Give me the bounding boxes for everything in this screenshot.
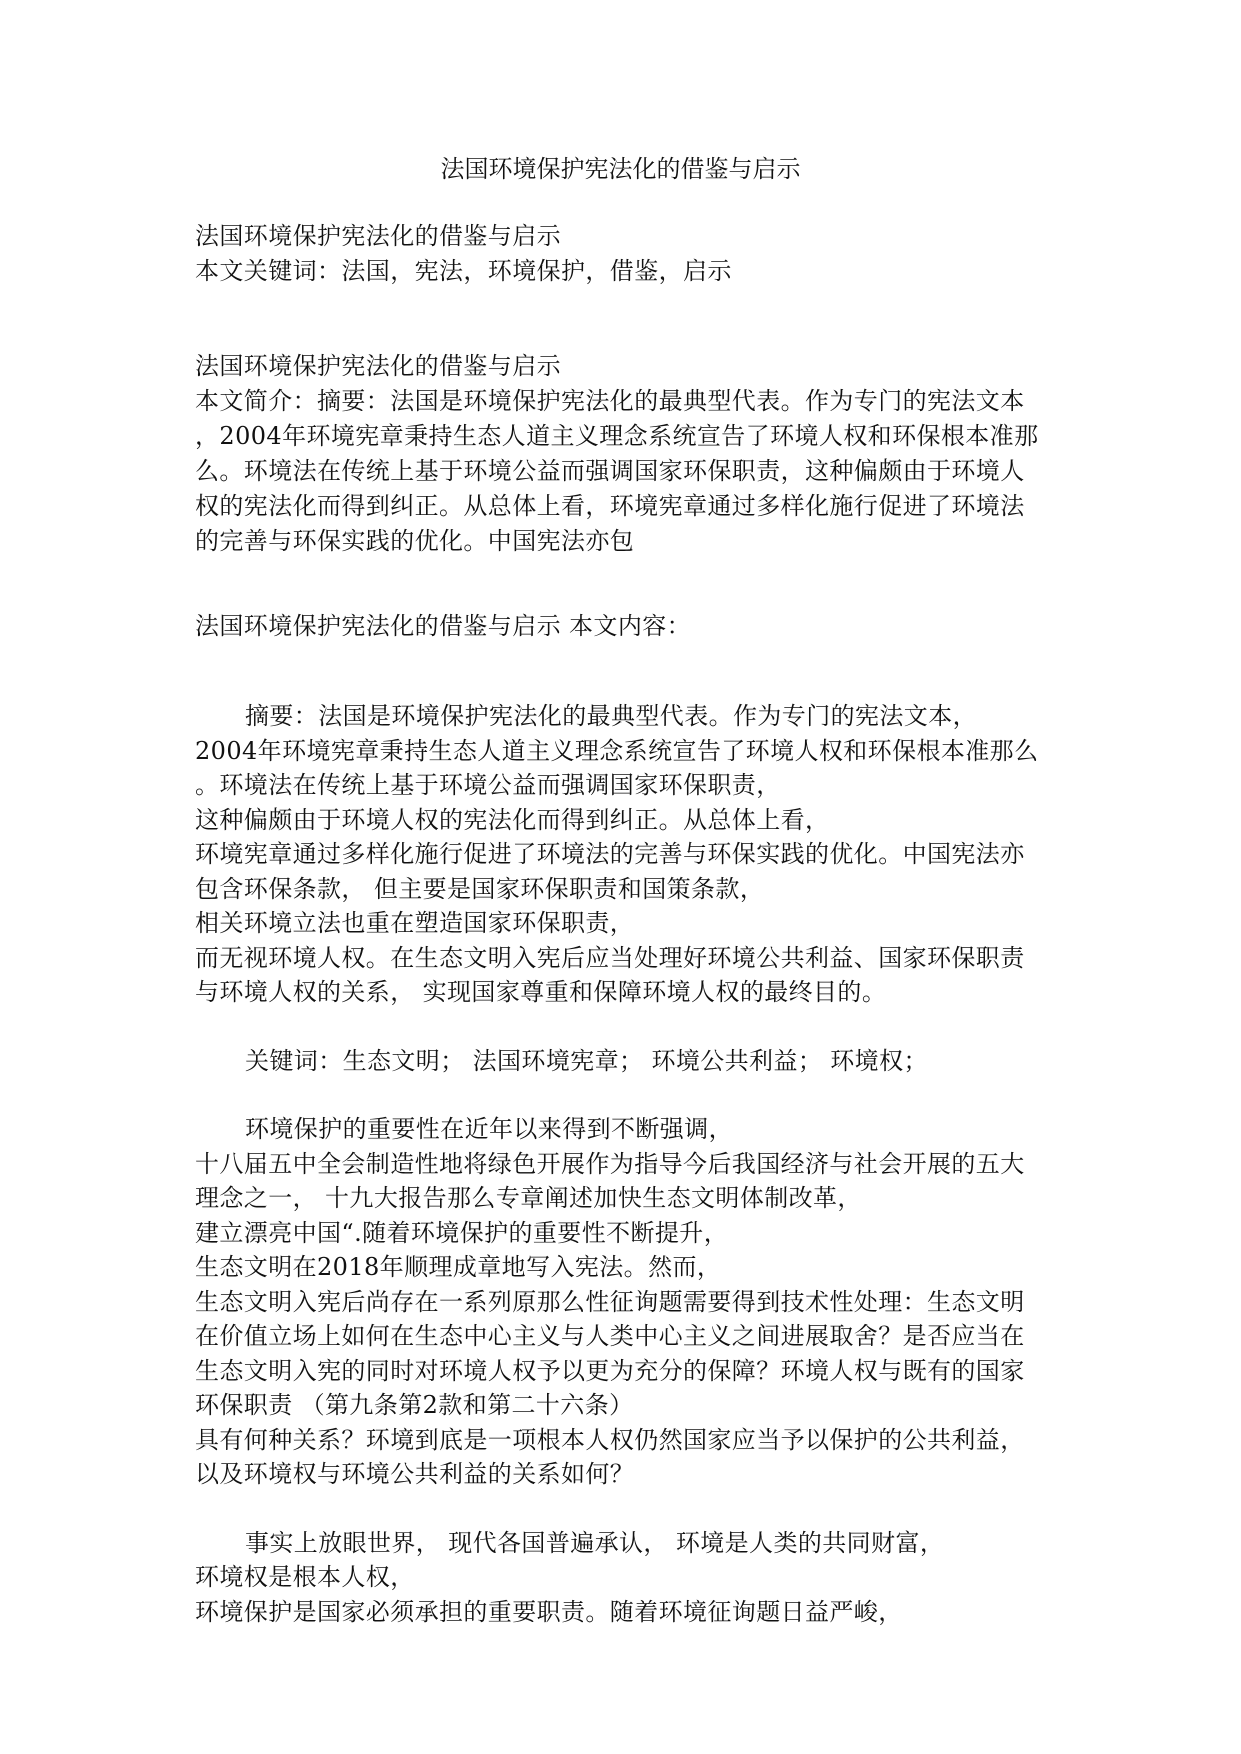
paragraph-line: 十八届五中全会制造性地将绿色开展作为指导今后我国经济与社会开展的五大 — [195, 1149, 1025, 1178]
paragraph-line: 这种偏颇由于环境人权的宪法化而得到纠正。从总体上看， — [195, 805, 830, 834]
document-title: 法国环境保护宪法化的借鉴与启示 — [440, 155, 801, 183]
body-paragraph-3 — [195, 1526, 1055, 1630]
paragraph-line: 。环境法在传统上基于环境公益而强调国家环保职责， — [195, 771, 781, 799]
intro-line: 权的宪法化而得到纠正。从总体上看，环境宪章通过多样化施行促进了环境法 — [195, 492, 1025, 520]
intro-section — [195, 349, 1055, 559]
paragraph-line: 2004年环境宪章秉持生态人道主义理念系统宣告了环境人权和环保根本准那么 — [195, 736, 1039, 765]
paragraph-line: 具有何种关系？环境到底是一项根本人权仍然国家应当予以保护的公共利益， — [195, 1425, 1025, 1454]
intro-line: ，2004年环境宪章秉持生态人道主义理念系统宣告了环境人权和环保根本准那 — [195, 422, 1039, 450]
intro-title-line: 法国环境保护宪法化的借鉴与启示 — [195, 352, 561, 380]
body-paragraph-2 — [195, 1112, 1055, 1492]
content-heading-block — [195, 609, 1055, 644]
keywords-paragraph — [195, 1044, 1055, 1079]
paragraph-line: 环境权是根本人权， — [195, 1563, 415, 1591]
paragraph-gap — [195, 1078, 1055, 1112]
paragraph-line: 包含环保条款， 但主要是国家环保职责和国策条款， — [195, 874, 765, 903]
paragraph-line: 摘要：法国是环境保护宪法化的最典型代表。作为专门的宪法文本， — [245, 702, 977, 730]
paragraph-line: 环境宪章通过多样化施行促进了环境法的完善与环保实践的优化。中国宪法亦 — [195, 840, 1025, 868]
paragraph-line: 理念之一， 十九大报告那么专章阐述加快生态文明体制改革， — [195, 1184, 862, 1212]
paragraph-line: 事实上放眼世界， 现代各国普遍承认， 环境是人类的共同财富， — [245, 1528, 945, 1557]
paragraph-line: 环境保护的重要性在近年以来得到不断强调， — [245, 1115, 733, 1143]
header-section — [195, 219, 1055, 289]
paragraph-line: 与环境人权的关系， 实现国家尊重和保障环境人权的最终目的。 — [195, 978, 887, 1006]
intro-line: 么。环境法在传统上基于环境公益而强调国家环保职责，这种偏颇由于环境人 — [195, 457, 1025, 485]
paragraph-line: 关键词：生态文明； 法国环境宪章； 环境公共利益； 环境权； — [245, 1046, 928, 1075]
paragraph-line: 在价值立场上如何在生态中心主义与人类中心主义之间进展取舍？是否应当在 — [195, 1322, 1025, 1350]
header-title-line: 法国环境保护宪法化的借鉴与启示 — [195, 222, 561, 250]
intro-line: 本文简介：摘要：法国是环境保护宪法化的最典型代表。作为专门的宪法文本 — [195, 387, 1025, 415]
paragraph-line: 相关环境立法也重在塑造国家环保职责， — [195, 909, 635, 937]
paragraph-line: 环境保护是国家必须承担的重要职责。随着环境征询题日益严峻， — [195, 1597, 903, 1626]
paragraph-gap — [195, 1010, 1055, 1044]
paragraph-gap — [195, 1492, 1055, 1526]
main-body — [195, 699, 1055, 1629]
paragraph-line: 生态文明入宪后尚存在一系列原那么性征询题需要得到技术性处理：生态文明 — [195, 1287, 1025, 1316]
intro-line: 的完善与环保实践的优化。中国宪法亦包 — [195, 527, 635, 555]
paragraph-line: 而无视环境人权。在生态文明入宪后应当处理好环境公共利益、国家环保职责 — [195, 943, 1025, 972]
content-heading: 法国环境保护宪法化的借鉴与启示 本文内容： — [195, 612, 692, 640]
paragraph-line: 建立漂亮中国“.随着环境保护的重要性不断提升， — [195, 1218, 729, 1247]
paragraph-line: 生态文明在2018年顺理成章地写入宪法。然而， — [195, 1253, 722, 1281]
paragraph-line: 生态文明入宪的同时对环境人权予以更为充分的保障？环境人权与既有的国家 — [195, 1356, 1025, 1385]
keywords-line: 本文关键词：法国，宪法，环境保护，借鉴，启示 — [195, 257, 732, 285]
paragraph-line: 环保职责 （第九条第2款和第二十六条） — [195, 1391, 634, 1419]
abstract-paragraph — [195, 699, 1055, 1010]
paragraph-line: 以及环境权与环境公共利益的关系如何？ — [195, 1460, 635, 1488]
